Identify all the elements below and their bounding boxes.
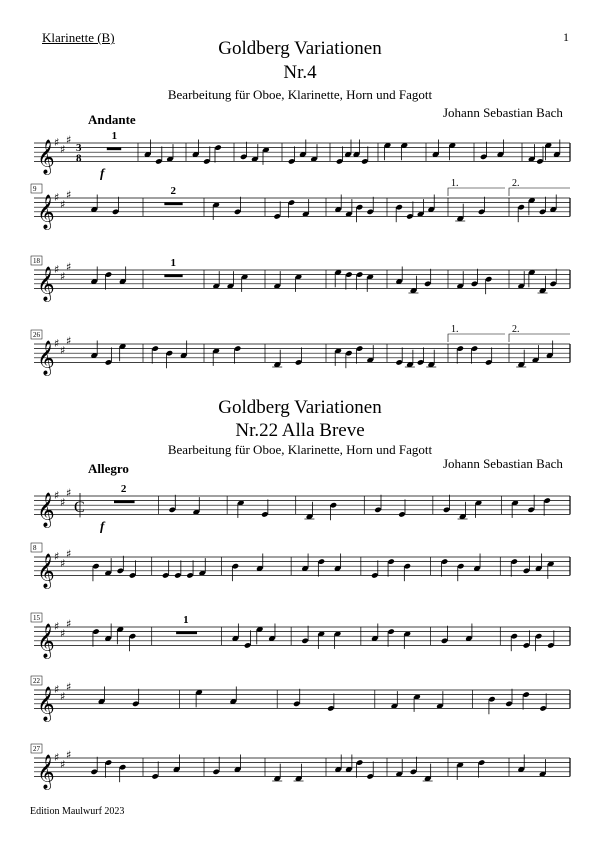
rest-count: 2	[120, 483, 127, 495]
multi-measure-rest	[176, 631, 197, 634]
sharp-icon: ♯	[54, 191, 60, 204]
sharp-icon: ♯	[60, 142, 66, 156]
multi-measure-rest	[107, 147, 121, 150]
sharp-icon: ♯	[60, 269, 66, 283]
staff-1-1	[0, 123, 600, 183]
treble-clef-icon: 𝄞	[37, 340, 55, 376]
piece-2-composer: Johann Sebastian Bach	[443, 456, 563, 471]
volta-label-2: 2.	[512, 178, 520, 189]
piece-1-tempo: Andante	[88, 112, 136, 127]
volta-label-1: 1.	[451, 178, 459, 189]
dynamic-forte: f	[100, 518, 105, 534]
sharp-icon: ♯	[60, 626, 66, 640]
sharp-icon: ♯	[60, 689, 66, 703]
sharp-icon: ♯	[66, 334, 72, 348]
staff-1-2	[0, 178, 600, 238]
staff-1-3	[0, 250, 600, 310]
sharp-icon: ♯	[66, 547, 72, 561]
measure-number: 8	[33, 544, 37, 552]
sharp-icon: ♯	[66, 486, 72, 500]
sharp-icon: ♯	[66, 748, 72, 762]
time-signature-bottom: 8	[76, 152, 82, 165]
measure-number: 26	[33, 331, 40, 339]
time-signature-top: 3	[76, 142, 82, 155]
multi-measure-rest	[114, 500, 135, 503]
sharp-icon: ♯	[54, 337, 60, 350]
piece-2-subtitle: Bearbeitung für Oboe, Klarinette, Horn und Fagott	[167, 442, 433, 457]
sharp-icon: ♯	[60, 556, 66, 570]
footer-publisher: Edition Maulwurf 2023	[30, 806, 125, 817]
common-time-icon: C	[74, 498, 85, 516]
volta-label-2: 2.	[512, 324, 520, 335]
part-name: Klarinette (B)	[42, 30, 115, 45]
volta-bracket-1	[448, 188, 505, 196]
measure-number: 18	[33, 257, 40, 265]
rest-count: 1	[170, 257, 176, 269]
treble-clef-icon: 𝄞	[37, 492, 55, 528]
sharp-icon: ♯	[54, 683, 60, 696]
treble-clef-icon: 𝄞	[37, 754, 55, 790]
treble-clef-icon: 𝄞	[37, 266, 55, 302]
piece-1-title: Goldberg Variationen	[218, 38, 382, 59]
sharp-icon: ♯	[54, 489, 60, 502]
sharp-icon: ♯	[66, 133, 72, 147]
treble-clef-icon: 𝄞	[37, 553, 55, 589]
piece-1-subtitle: Bearbeitung für Oboe, Klarinette, Horn und Fagott	[167, 87, 433, 102]
volta-bracket-2	[509, 334, 570, 342]
staff-2-2	[0, 537, 600, 597]
rest-count: 1	[111, 130, 118, 142]
staff-1-4	[0, 324, 600, 384]
measure-number: 9	[33, 185, 37, 193]
rest-count: 1	[183, 614, 189, 626]
sharp-icon: ♯	[60, 495, 66, 509]
sharp-icon: ♯	[54, 620, 60, 633]
piece-1-number: Nr.4	[283, 62, 317, 83]
staff-2-1	[0, 476, 600, 536]
treble-clef-icon: 𝄞	[37, 194, 55, 230]
piece-2-number: Nr.22 Alla Breve	[235, 420, 365, 441]
multi-measure-rest	[164, 274, 182, 277]
sharp-icon: ♯	[60, 197, 66, 211]
sharp-icon: ♯	[54, 136, 60, 149]
volta-bracket-1	[448, 334, 505, 342]
measure-number: 27	[33, 745, 40, 753]
multi-measure-rest	[164, 202, 182, 205]
piece-2-tempo: Allegro	[88, 461, 129, 476]
sharp-icon: ♯	[54, 550, 60, 563]
treble-clef-icon: 𝄞	[37, 623, 55, 659]
sharp-icon: ♯	[66, 188, 72, 202]
staff-2-3	[0, 607, 600, 667]
staff-2-4	[0, 670, 600, 730]
measure-number: 15	[33, 614, 40, 622]
treble-clef-icon: 𝄞	[37, 686, 55, 722]
piece-2-title: Goldberg Variationen	[218, 397, 382, 418]
sharp-icon: ♯	[54, 751, 60, 764]
rest-count: 2	[170, 185, 176, 197]
dynamic-forte: f	[100, 165, 105, 181]
treble-clef-icon: 𝄞	[37, 139, 55, 175]
sharp-icon: ♯	[66, 617, 72, 631]
measure-number: 22	[33, 677, 40, 685]
sharp-icon: ♯	[60, 343, 66, 357]
sharp-icon: ♯	[60, 757, 66, 771]
volta-bracket-2	[509, 188, 570, 196]
staff-2-5	[0, 738, 600, 798]
sharp-icon: ♯	[66, 680, 72, 694]
piece-1-composer: Johann Sebastian Bach	[443, 105, 563, 120]
page-number: 1	[563, 30, 569, 44]
sharp-icon: ♯	[66, 260, 72, 274]
volta-label-1: 1.	[451, 324, 459, 335]
sharp-icon: ♯	[54, 263, 60, 276]
